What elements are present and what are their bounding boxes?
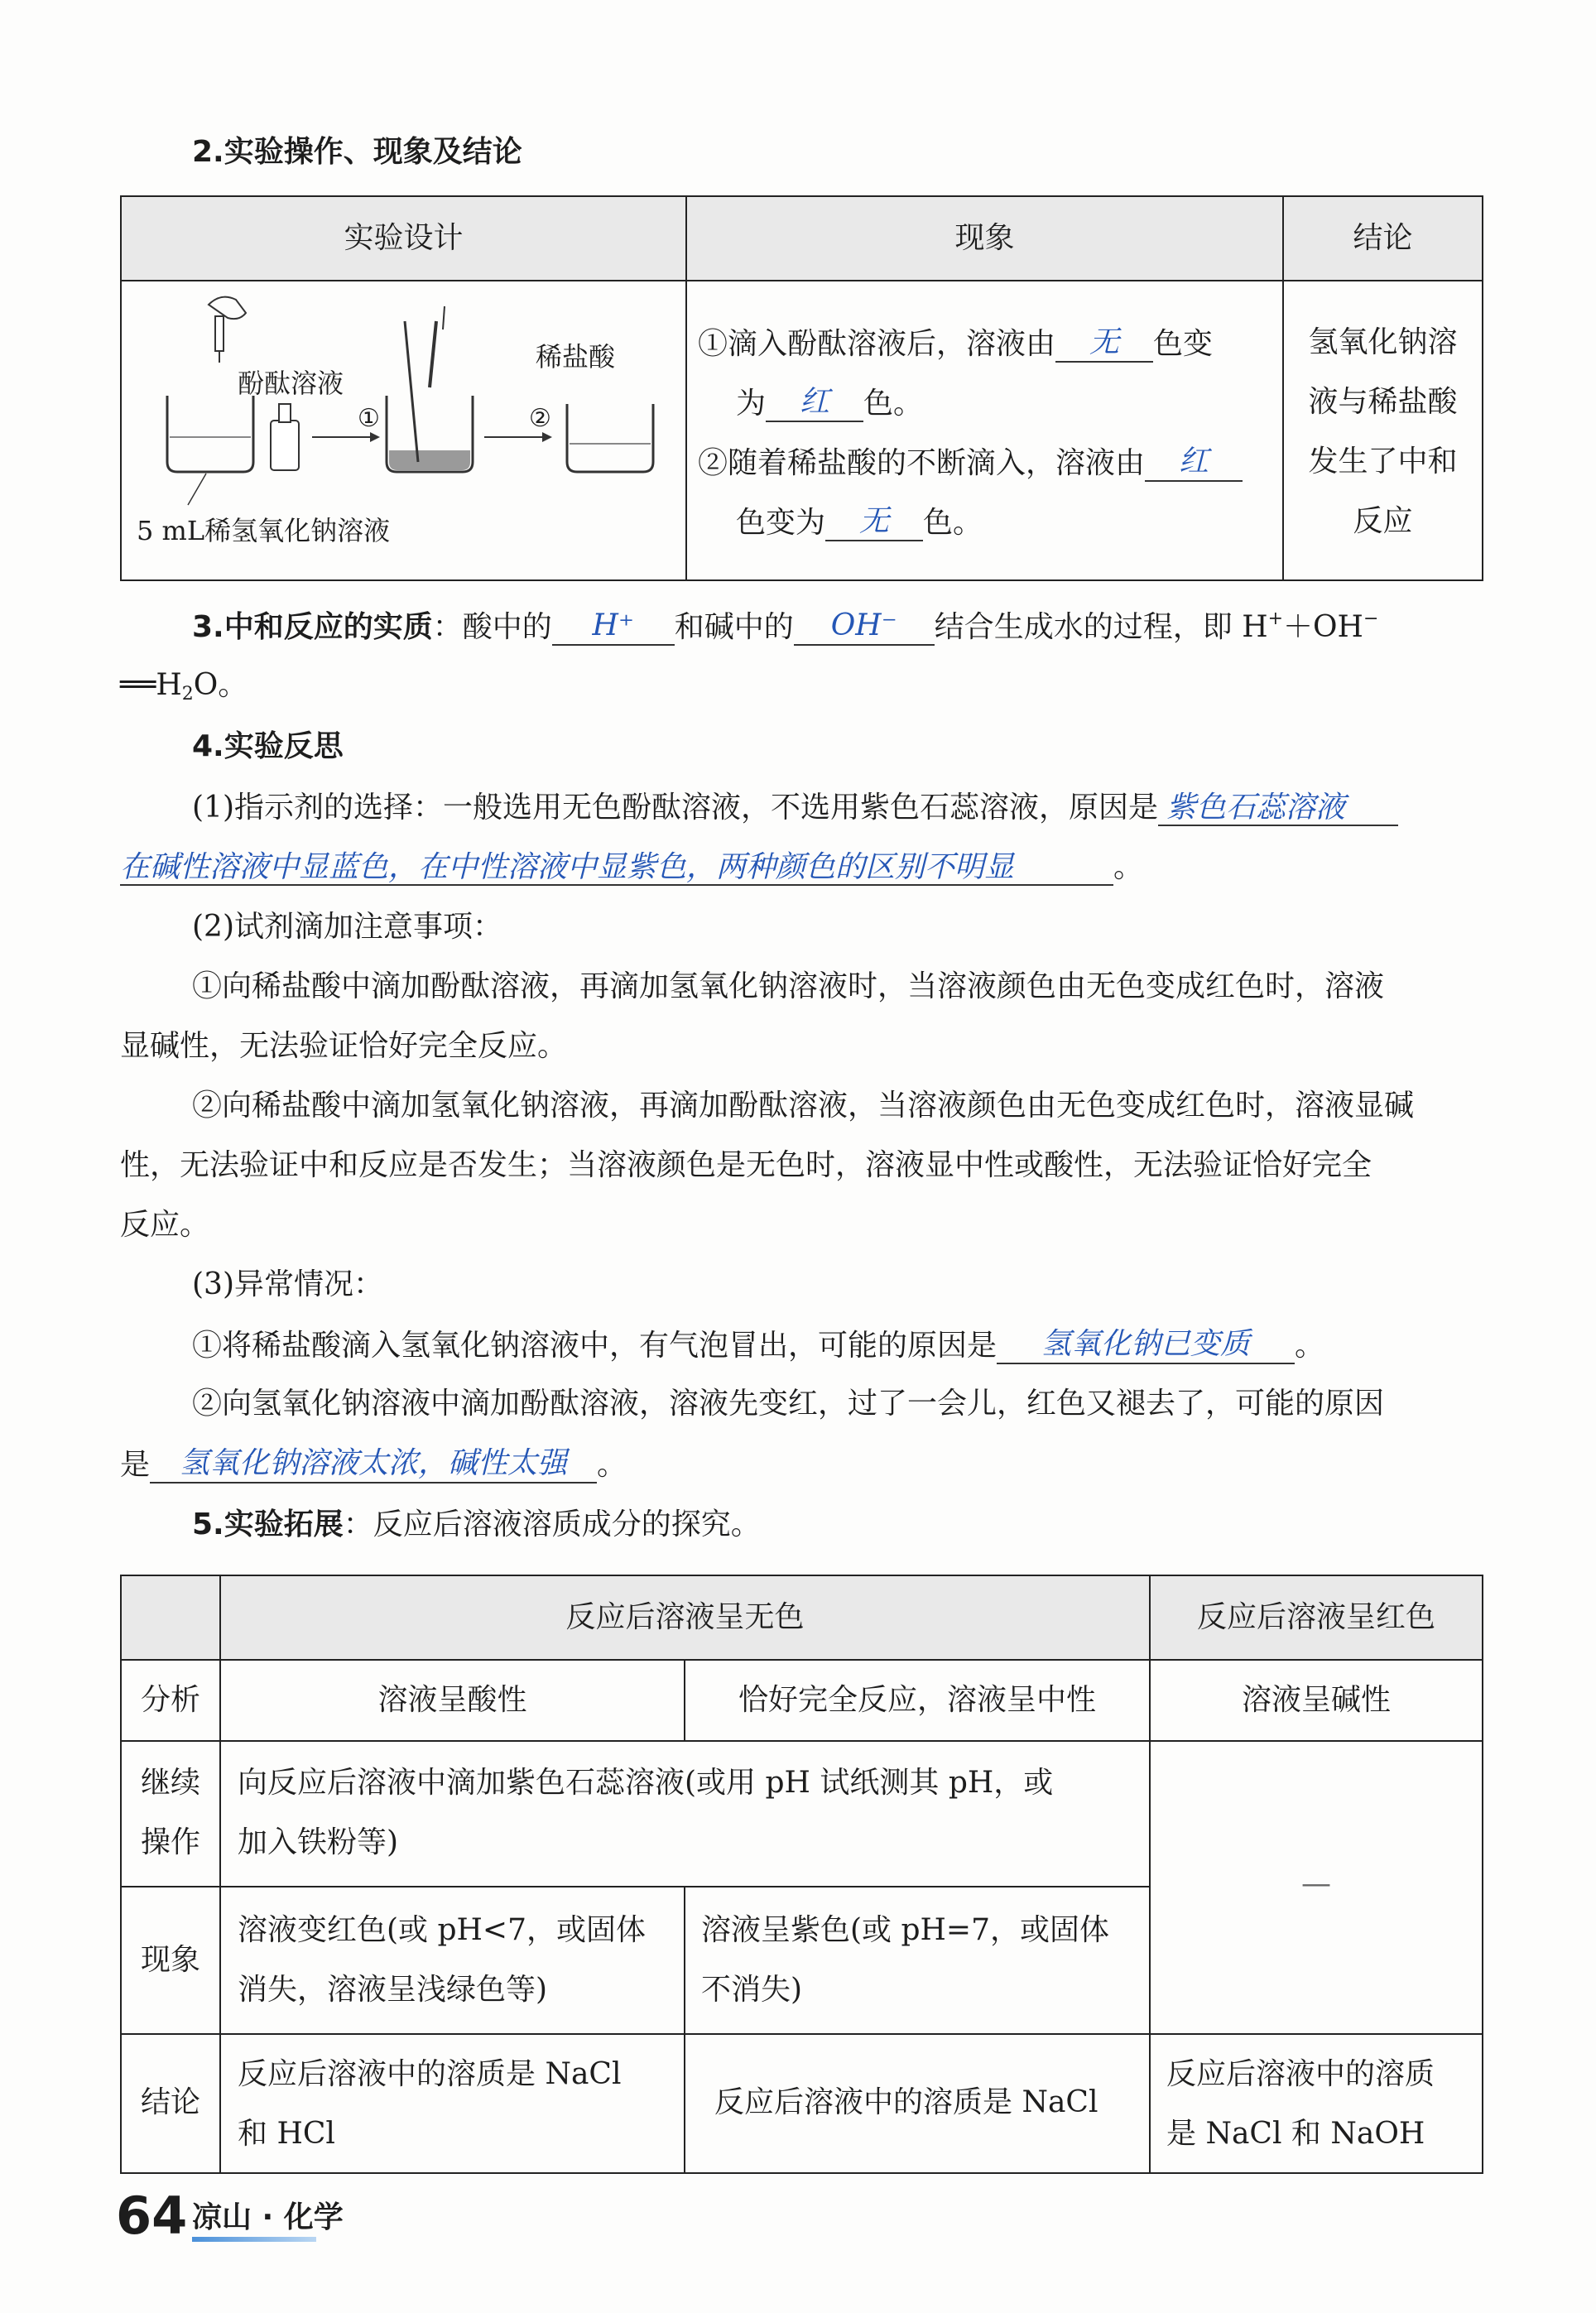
t2-row-op-1: 继续 [140,1766,200,1800]
conclusion-line-4: 反应 [1353,504,1413,538]
section-2-title: 2.实验操作、现象及结论 [192,135,522,169]
conclusion-line-1: 氢氧化钠溶 [1308,325,1458,359]
indicator-bottle-icon [271,421,299,470]
t2-analysis-basic: 溶液呈碱性 [1241,1683,1391,1717]
t2-phen-acid-1: 溶液变红色(或 pH<7，或固体 [238,1913,646,1947]
t2-conc-acid-2: 和 HCl [238,2117,335,2151]
blank-after-indicator: 红 [766,384,863,422]
blank-reason-1: 紫色石蕊溶液 [1158,790,1398,826]
t2-phen-neutral-1: 溶液呈紫色(或 pH=7，或固体 [701,1913,1109,1947]
blank-acid-ion: H⁺ [552,608,675,646]
t2-row-conclusion: 结论 [140,2085,200,2119]
hand-icon [209,297,246,320]
section-3-line-2: ══H2O。 [120,668,248,704]
s4-p2: (2)试剂滴加注意事项： [192,910,502,944]
s4-p7-line-1: ②向氢氧化钠溶液中滴加酚酞溶液，溶液先变红，过了一会儿，红色又褪去了，可能的原因 [192,1387,1385,1421]
header-divider [122,280,1482,281]
header-conclusion: 结论 [1353,221,1413,255]
label-base: 5 mL稀氢氧化钠溶液 [137,515,391,546]
beaker-3-icon [567,404,653,472]
beaker-1-icon [167,396,253,472]
s4-p6: ①将稀盐酸滴入氢氧化钠溶液中，有气泡冒出，可能的原因是 氢氧化钠已变质 。 [192,1327,1325,1363]
dropper-icon [215,316,224,351]
s4-p5: (3)异常情况： [192,1267,383,1301]
section-3-title: 3.中和反应的实质 [192,610,433,644]
footer-accent-bar [192,2237,316,2242]
section-5-line: 5.实验拓展：反应后溶液溶质成分的探究。 [192,1508,761,1541]
acid-dropper-icon [430,321,436,387]
t2-phen-acid-2: 消失，溶液呈浅绿色等) [238,1973,548,2007]
glass-rod-icon [405,321,418,462]
s4-p7-line-2: 是 氢氧化钠溶液太浓，碱性太强 。 [120,1446,627,1482]
s4-p4-line-2: 性，无法验证中和反应是否发生；当溶液颜色是无色时，溶液显中性或酸性，无法验证恰好完全 [120,1148,1372,1182]
label-indicator: 酚酞溶液 [238,368,344,399]
label-acid: 稀盐酸 [536,341,616,373]
blank-final-color: 无 [825,503,923,541]
s4-p1-line-1: (1)指示剂的选择：一般选用无色酚酞溶液，不选用紫色石蕊溶液，原因是 紫色石蕊溶液 [192,790,1398,826]
t2-conc-acid-1: 反应后溶液中的溶质是 NaCl [238,2057,622,2091]
blank-before-acid: 红 [1145,444,1243,482]
experiment-table [120,195,1483,581]
t2-conc-neutral: 反应后溶液中的溶质是 NaCl [714,2085,1098,2119]
t2-conc-basic-1: 反应后溶液中的溶质 [1166,2057,1435,2091]
blank-reason-2: 在碱性溶液中显蓝色，在中性溶液中显紫色，两种颜色的区别不明显 [120,849,1113,886]
t2-op-line-1: 向反应后溶液中滴加紫色石蕊溶液(或用 pH 试纸测其 pH，或 [238,1766,1054,1800]
header-design: 实验设计 [344,221,464,255]
section-3-line-1: 3.中和反应的实质：酸中的 H⁺ 和碱中的 OH⁻ 结合生成水的过程，即 H+＋OH− [192,608,1379,644]
t2-phen-neutral-2: 不消失) [701,1973,803,2007]
s4-p4-line-1: ②向稀盐酸中滴加氢氧化钠溶液，再滴加酚酞溶液，当溶液颜色由无色变成红色时，溶液显碱 [192,1089,1415,1123]
blank-initial-color: 无 [1055,325,1153,363]
conclusion-line-2: 液与稀盐酸 [1308,385,1458,419]
header-phenomenon: 现象 [954,221,1015,255]
t2-header-red: 反应后溶液呈红色 [1196,1600,1435,1634]
section-5-title: 5.实验拓展 [192,1508,344,1541]
t2-row-analysis: 分析 [140,1683,200,1717]
blank-fade-reason: 氢氧化钠溶液太浓，碱性太强 [150,1445,597,1483]
t2-analysis-neutral: 恰好完全反应，溶液呈中性 [738,1683,1096,1717]
t2-header-colorless: 反应后溶液呈无色 [565,1600,805,1634]
blank-base-ion: OH⁻ [794,608,935,646]
s4-p3-line-2: 显碱性，无法验证恰好完全反应。 [120,1029,568,1063]
s4-p3-line-1: ①向稀盐酸中滴加酚酞溶液，再滴加氢氧化钠溶液时，当溶液颜色由无色变成红色时，溶液 [192,969,1385,1003]
section-4-title: 4.实验反思 [192,729,344,763]
phen-line-4: 色变为 无 色。 [736,504,983,540]
t2-op-none: — [1301,1867,1331,1901]
t2-conc-basic-2: 是 NaCl 和 NaOH [1166,2117,1425,2151]
t2-analysis-acidic: 溶液呈酸性 [377,1683,527,1717]
phen-line-1: ①滴入酚酞溶液后，溶液由 无 色变 [698,325,1214,361]
step-1-label: ① [358,404,380,433]
step-2-label: ② [529,404,551,433]
phen-line-2: 为 红 色。 [736,385,924,421]
extension-table [120,1575,1483,2174]
page-number: 64 [116,2186,188,2246]
blank-bubble-reason: 氢氧化钠已变质 [997,1326,1295,1364]
conclusion-line-3: 发生了中和 [1308,445,1458,478]
t2-row-phenomenon: 现象 [140,1943,200,1977]
t2-op-line-2: 加入铁粉等) [238,1825,399,1859]
phen-line-3: ②随着稀盐酸的不断滴入，溶液由 红 [698,444,1243,482]
s4-p4-line-3: 反应。 [120,1208,210,1242]
t2-row-op-2: 操作 [140,1825,200,1859]
s4-p1-line-2: 在碱性溶液中显蓝色，在中性溶液中显紫色，两种颜色的区别不明显 。 [120,850,1144,884]
book-title: 凉山 · 化学 [192,2200,344,2234]
